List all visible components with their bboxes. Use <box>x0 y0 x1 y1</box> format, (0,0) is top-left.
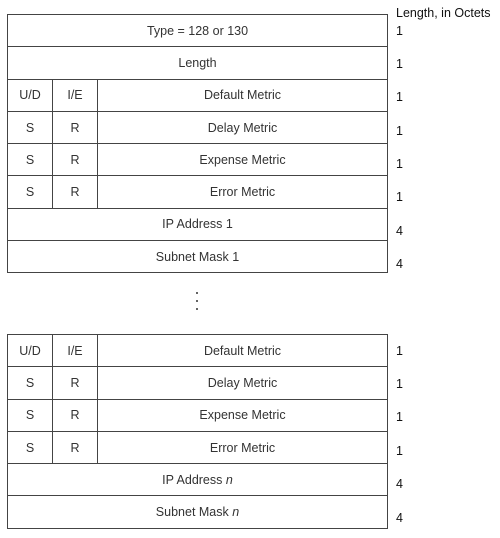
length-value: 1 <box>396 410 403 424</box>
flag-s: S <box>8 367 53 398</box>
expense-metric-label: Expense Metric <box>199 408 286 423</box>
flag-s: S <box>8 112 53 143</box>
length-value: 1 <box>396 377 403 391</box>
length-value: 1 <box>396 90 403 104</box>
expense-metric-label: Expense Metric <box>199 152 286 167</box>
packet-format-block-first <box>7 14 388 273</box>
default-metric-label: Default Metric <box>203 343 282 358</box>
field-row-type <box>7 14 388 47</box>
subnet-mask-label: Subnet Mask 1 <box>155 249 240 264</box>
length-value: 1 <box>396 124 403 138</box>
field-row-subnet-mask <box>7 240 388 273</box>
flag-r: R <box>53 432 98 463</box>
flag-ud: U/D <box>8 80 53 111</box>
flag-s: S <box>8 176 53 207</box>
length-value: 4 <box>396 477 403 491</box>
field-row-default-metric <box>7 334 388 367</box>
flag-ie: I/E <box>53 80 98 111</box>
error-metric-label: Error Metric <box>209 185 276 200</box>
length-value: 1 <box>396 190 403 204</box>
flag-r: R <box>53 112 98 143</box>
field-row-expense-metric <box>7 143 388 176</box>
flag-r: R <box>53 176 98 207</box>
length-value: 1 <box>396 344 403 358</box>
flag-s: S <box>8 432 53 463</box>
flag-ie: I/E <box>53 335 98 366</box>
field-row-length <box>7 46 388 79</box>
flag-ud: U/D <box>8 335 53 366</box>
field-row-ip-address-n <box>7 463 388 496</box>
field-type-label: Type = 128 or 130 <box>146 23 249 38</box>
field-row-expense-metric <box>7 399 388 432</box>
field-row-error-metric <box>7 175 388 208</box>
subnet-mask-n-label: Subnet Mask n <box>155 505 240 520</box>
ip-address-n-label: IP Address n <box>162 472 233 487</box>
field-row-default-metric <box>7 79 388 112</box>
length-value: 1 <box>396 57 403 71</box>
length-value: 1 <box>396 444 403 458</box>
length-column-header: Length, in Octets <box>396 6 491 20</box>
flag-s: S <box>8 144 53 175</box>
field-length-label: Length <box>178 55 217 70</box>
flag-r: R <box>53 367 98 398</box>
field-row-delay-metric <box>7 111 388 144</box>
field-row-error-metric <box>7 431 388 464</box>
delay-metric-label: Delay Metric <box>207 375 278 390</box>
field-row-subnet-mask-n <box>7 495 388 528</box>
default-metric-label: Default Metric <box>203 88 282 103</box>
packet-format-block-last <box>7 334 388 529</box>
flag-r: R <box>53 400 98 431</box>
length-value: 4 <box>396 511 403 525</box>
length-value: 1 <box>396 24 403 38</box>
length-value: 4 <box>396 224 403 238</box>
ip-address-label: IP Address 1 <box>162 217 233 232</box>
flag-s: S <box>8 400 53 431</box>
field-row-delay-metric <box>7 366 388 399</box>
continuation-ellipsis <box>192 292 202 316</box>
error-metric-label: Error Metric <box>209 440 276 455</box>
delay-metric-label: Delay Metric <box>207 120 278 135</box>
length-value: 4 <box>396 257 403 271</box>
flag-r: R <box>53 144 98 175</box>
length-value: 1 <box>396 157 403 171</box>
field-row-ip-address <box>7 208 388 241</box>
